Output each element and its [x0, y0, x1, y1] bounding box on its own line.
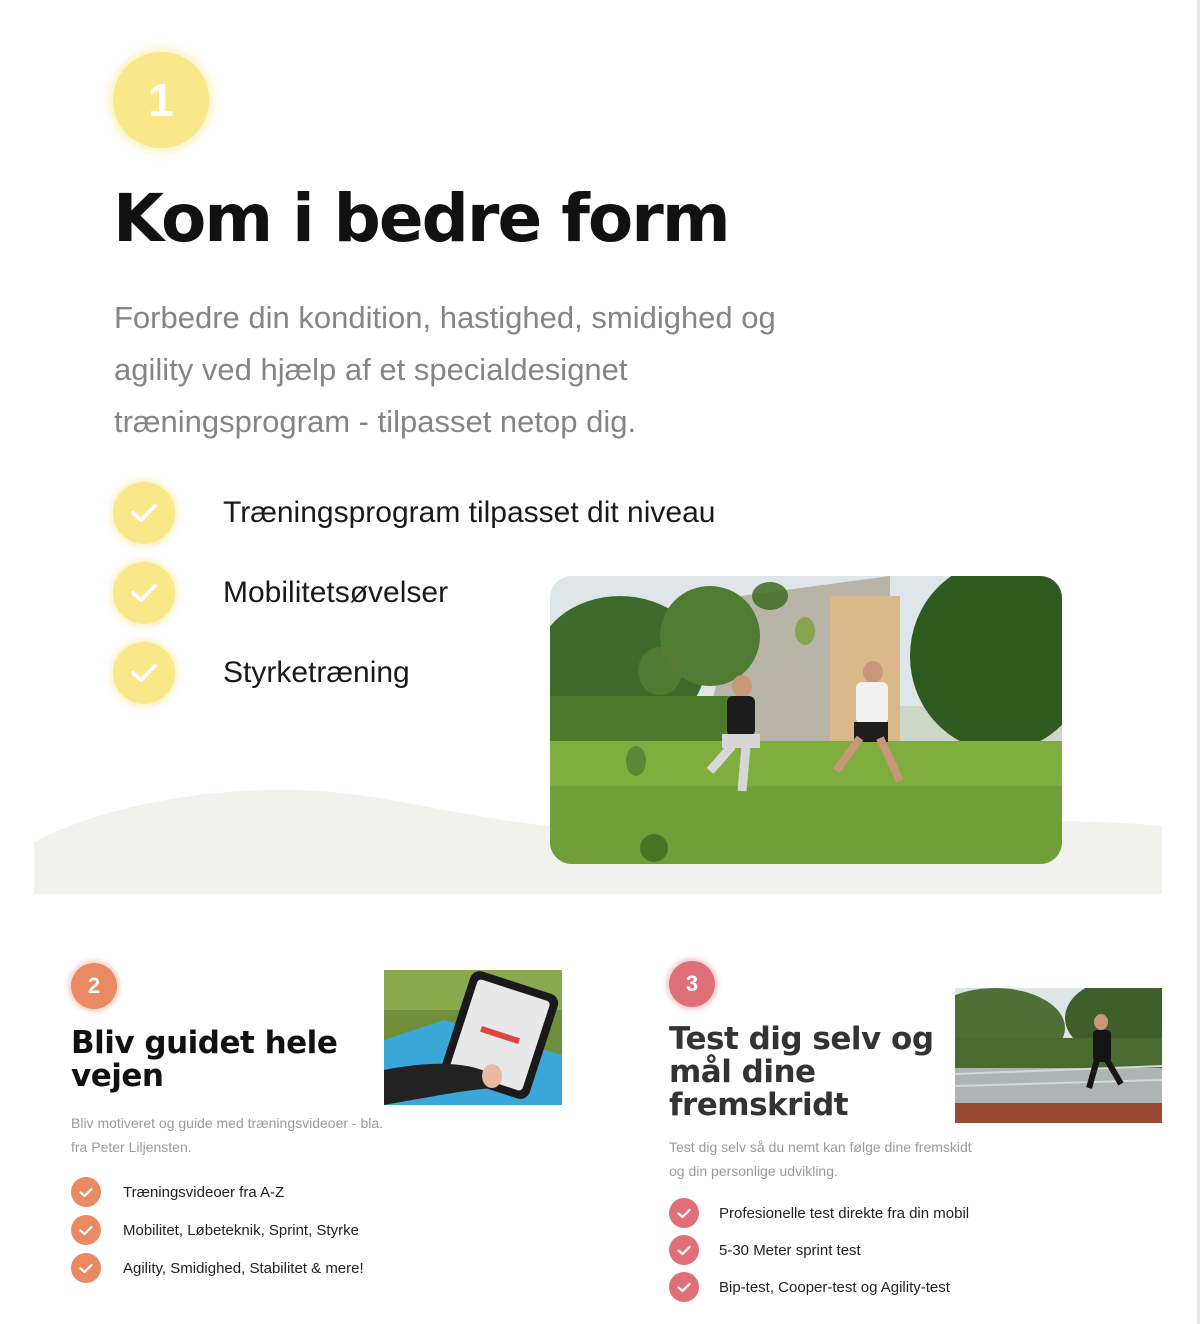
feature-item	[669, 1272, 969, 1302]
section-3-feature-list	[669, 1198, 969, 1310]
feature-label: Træningsprogram tilpasset dit niveau	[223, 496, 716, 529]
check-icon	[71, 1253, 101, 1283]
tablet-photo	[384, 970, 562, 1105]
section-2-feature-list	[71, 1177, 364, 1291]
feature-label: Bip-test, Cooper-test og Agility-test	[719, 1278, 950, 1296]
feature-item	[669, 1235, 969, 1265]
check-icon	[669, 1235, 699, 1265]
section-1-description: Forbedre din kondition, hastighed, smidighed og agility ved hjælp af et specialdesignet træningsprogram - tilpasset netop dig.	[114, 300, 776, 439]
section-2-title: Bliv guidet hele vejen	[71, 1025, 338, 1094]
step-2-badge	[71, 963, 117, 1009]
feature-label: 5-30 Meter sprint test	[719, 1241, 861, 1259]
running-photo	[550, 576, 1062, 864]
feature-item	[71, 1177, 364, 1207]
check-icon	[113, 562, 175, 624]
check-icon	[71, 1215, 101, 1245]
sprint-test-photo	[955, 988, 1162, 1123]
feature-label: Profesionelle test direkte fra din mobil	[719, 1204, 970, 1222]
step-number: 2	[87, 973, 101, 998]
feature-item	[71, 1215, 364, 1245]
check-icon	[113, 482, 175, 544]
step-1-badge	[113, 52, 209, 148]
step-number: 3	[685, 971, 699, 996]
section-3-title: Test dig selv og mål dine fremskridt	[669, 1021, 934, 1123]
feature-item	[113, 482, 715, 544]
feature-label: Mobilitetsøvelser	[223, 576, 449, 609]
feature-label: Mobilitet, Løbeteknik, Sprint, Styrke	[123, 1221, 359, 1239]
feature-label: Træningsvideoer fra A-Z	[123, 1183, 285, 1201]
check-icon	[669, 1198, 699, 1228]
check-icon	[669, 1272, 699, 1302]
section-1-title: Kom i bedre form	[113, 180, 729, 257]
feature-label: Styrketræning	[223, 656, 410, 689]
section-3-description: Test dig selv så du nemt kan følge dine fremskidt og din personlige udvikling.	[669, 1139, 972, 1179]
check-icon	[71, 1177, 101, 1207]
feature-item	[669, 1198, 969, 1228]
section-2-description: Bliv motiveret og guide med træningsvideoer - bla. fra Peter Liljensten.	[71, 1115, 384, 1155]
feature-item	[71, 1253, 364, 1283]
feature-label: Agility, Smidighed, Stabilitet & mere!	[123, 1259, 364, 1277]
step-3-badge	[669, 961, 715, 1007]
check-icon	[113, 642, 175, 704]
step-number: 1	[148, 74, 174, 126]
